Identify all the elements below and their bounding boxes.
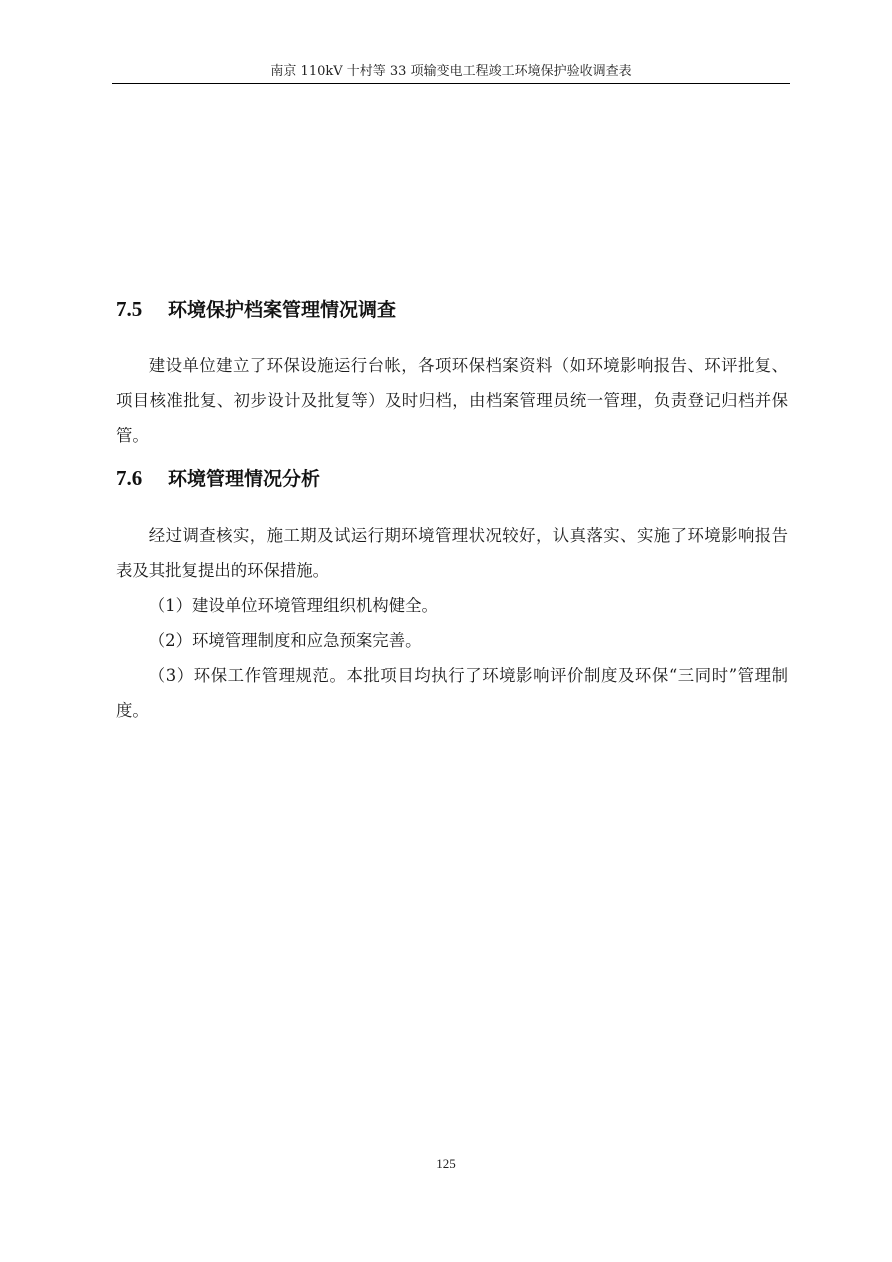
section-heading-7-5 [116, 295, 796, 324]
document-title: 南京 110kV 十村等 33 项输变电工程竣工环境保护验收调查表 [270, 64, 632, 79]
paragraph-archive-management: 建设单位建立了环保设施运行台帐，各项环保档案资料（如环境影响报告、环评批复、项目核准批复、初步设计及批复等）及时归档，由档案管理员统一管理，负责登记归档并保管。 [116, 356, 788, 445]
list-item: （1）建设单位环境管理组织机构健全。 [148, 596, 438, 615]
paragraph-management-analysis: 经过调查核实，施工期及试运行期环境管理状况较好，认真落实、实施了环境影响报告表及其批复提出的环保措施。 [116, 526, 788, 580]
section-title: 环境保护档案管理情况调查 [168, 299, 397, 321]
section-number: 7.5 [116, 297, 143, 321]
page-number: 125 [436, 1156, 456, 1171]
section-title: 环境管理情况分析 [168, 468, 321, 490]
page-header [112, 60, 790, 84]
section-heading-7-6 [116, 464, 796, 493]
list-item: （3）环保工作管理规范。本批项目均执行了环境影响评价制度及环保“三同时”管理制度。 [116, 666, 788, 720]
list-item: （2）环境管理制度和应急预案完善。 [148, 631, 422, 650]
section-number: 7.6 [116, 466, 143, 490]
